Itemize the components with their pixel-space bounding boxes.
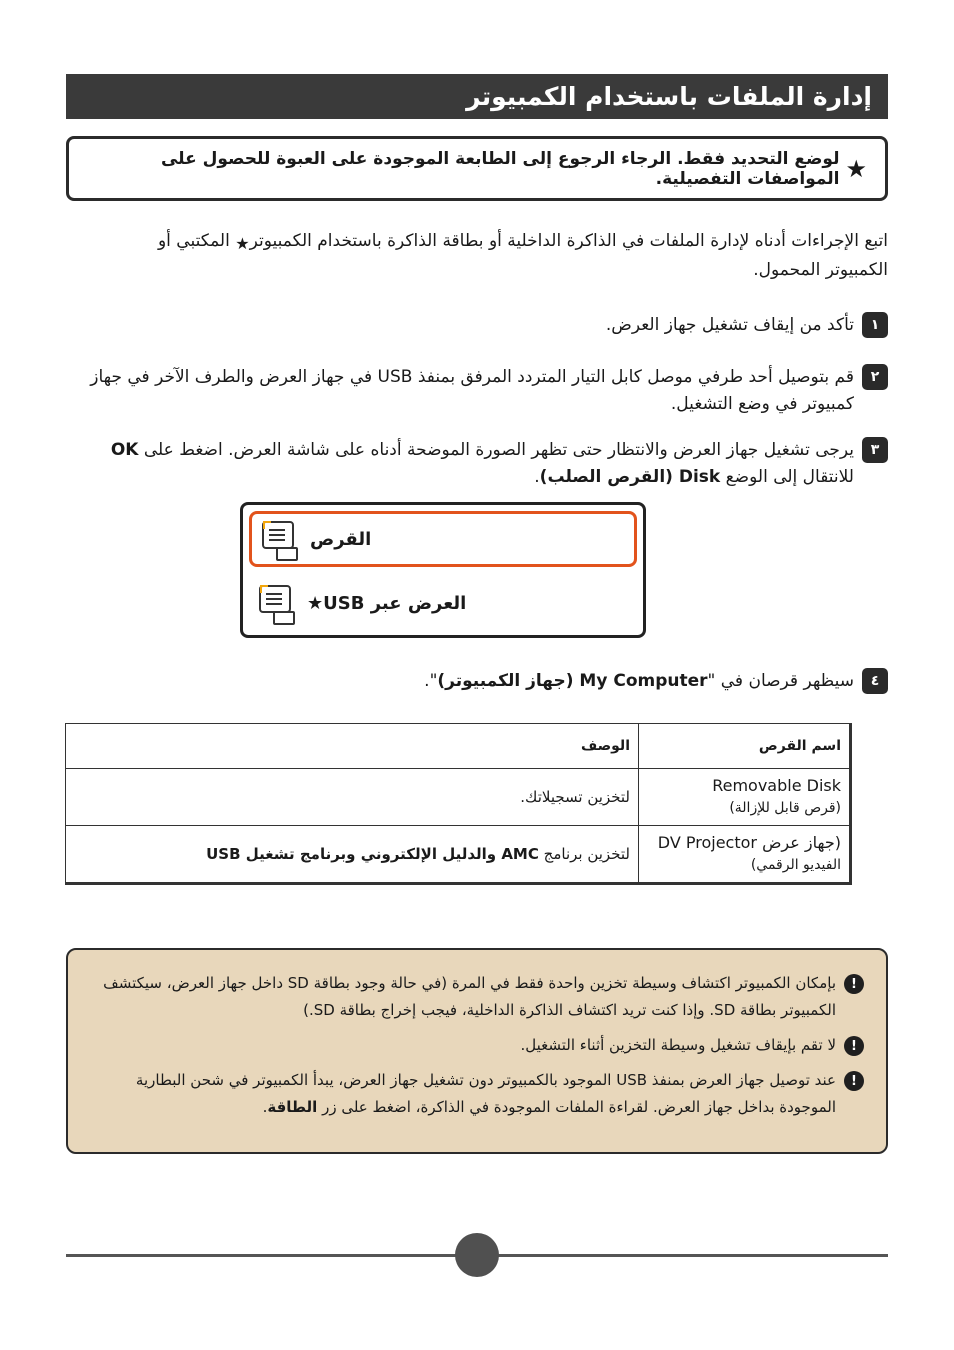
step-text-part: للانتقال إلى الوضع (725, 467, 854, 487)
my-computer-label: My Computer (جهاز الكمبيوتر) (437, 671, 708, 691)
step-text (70, 437, 854, 491)
warning-text: بإمكان الكمبيوتر اكتشاف وسيطة تخزين واحدة فقط في المرة (في حالة وجود بطاقة SD داخل جهاز العرض، سيكتشف الكمبيوتر بطاقة SD. وإذا كنت تريد اكتشاف الذاكرة الداخلية، فيجب إخراج بطاقة SD.) (103, 974, 836, 1019)
intro-text-before: اتبع الإجراءات أدناه لإدارة الملفات في الذاكرة الداخلية أو بطاقة الذاكرة باستخدام الكمبيوتر (249, 231, 888, 251)
step-2 (70, 364, 888, 418)
disk-name-sub: (قرص قابل للإزالة) (729, 800, 841, 816)
model-note (66, 136, 888, 201)
step-text-part: سيظهر قرصان في " (707, 671, 854, 691)
step-number: ٢ (862, 364, 888, 390)
step-text-part: ". (424, 671, 438, 691)
header-disk-name: اسم القرص (639, 724, 851, 769)
disk-name-ar: (جهاز عرض (762, 833, 841, 852)
star-icon: ★ (235, 234, 250, 253)
menu-item-usb-display[interactable] (249, 575, 637, 631)
step-text (70, 668, 854, 695)
disk-mode-label: Disk (القرص الصلب) (539, 467, 721, 487)
power-button-label: الطاقة (267, 1098, 318, 1116)
header-description: الوصف (66, 724, 639, 769)
warning-item (90, 1032, 864, 1059)
disk-icon (257, 583, 295, 623)
disk-icon (260, 519, 298, 559)
disk-name-en: DV Projector (657, 833, 757, 852)
ok-key-label: OK (110, 440, 139, 460)
table-row (66, 826, 851, 884)
exclamation-icon: ! (844, 1071, 864, 1091)
cell-description (66, 826, 639, 884)
page-number-badge (455, 1233, 499, 1277)
warning-text (90, 1067, 836, 1121)
warning-item (90, 970, 864, 1024)
mode-menu (240, 502, 646, 638)
warning-item (90, 1067, 864, 1121)
disk-name (647, 832, 841, 854)
disk-name-sub: الفيديو الرقمي) (750, 857, 841, 873)
cell-description: لتخزين تسجيلاتك. (66, 769, 639, 826)
page-title-bar (66, 74, 888, 119)
star-icon: ★ (845, 154, 867, 183)
step-number: ٣ (862, 437, 888, 463)
intro-paragraph (110, 228, 888, 284)
step-text-part: يرجى تشغيل جهاز العرض والانتظار حتى تظهر الصورة الموضحة أدناه على شاشة العرض. اضغط على (143, 440, 854, 460)
warning-text: لا تقم بإيقاف تشغيل وسيطة التخزين أثناء التشغيل. (520, 1036, 836, 1054)
step-text-part: . (534, 467, 540, 487)
desc-bold: AMC والدليل الإلكتروني وبرنامج تشغيل USB (206, 845, 539, 863)
menu-item-label: العرض عبر USB (323, 592, 467, 614)
step-4 (70, 668, 888, 695)
disk-name: Removable Disk (712, 776, 841, 795)
step-1 (70, 312, 888, 339)
intro-text-after: المكتبي أو الكمبيوتر المحمول. (157, 231, 888, 280)
warning-text-part: . (262, 1098, 268, 1116)
menu-item-disk[interactable] (249, 511, 637, 567)
step-number: ١ (862, 312, 888, 338)
step-number: ٤ (862, 668, 888, 694)
warning-box (66, 948, 888, 1154)
menu-item-label: القرص (310, 528, 372, 550)
cell-disk-name (639, 826, 851, 884)
step-text: تأكد من إيقاف تشغيل جهاز العرض. (605, 315, 854, 335)
exclamation-icon: ! (844, 974, 864, 994)
star-icon: ★ (307, 592, 324, 614)
step-3 (70, 437, 888, 491)
desc-part: لتخزين برنامج (543, 845, 630, 863)
step-text: قم بتوصيل أحد طرفي موصل كابل التيار المتردد المرفق بمنفذ USB في جهاز العرض والطرف الآخر في جهاز كمبيوتر في وضع التشغيل. (90, 367, 854, 414)
disk-table (65, 723, 852, 885)
warning-text-part: عند توصيل جهاز العرض بمنفذ USB الموجود بالكمبيوتر دون تشغيل جهاز العرض، يبدأ الكمبيوتر في شحن البطارية الموجودة بداخل جهاز العرض. لقراءة الملفات الموجودة في الذاكرة، اضغط على زر (135, 1071, 836, 1116)
page-title: إدارة الملفات باستخدام الكمبيوتر (466, 82, 872, 111)
exclamation-icon: ! (844, 1036, 864, 1056)
table-row (66, 769, 851, 826)
table-header-row (66, 724, 851, 769)
model-note-text: لوضع التحديد فقط. الرجاء الرجوع إلى الطابعة الموجودة على العبوة للحصول على المواصفات التفصيلية. (160, 148, 840, 189)
cell-disk-name (639, 769, 851, 826)
